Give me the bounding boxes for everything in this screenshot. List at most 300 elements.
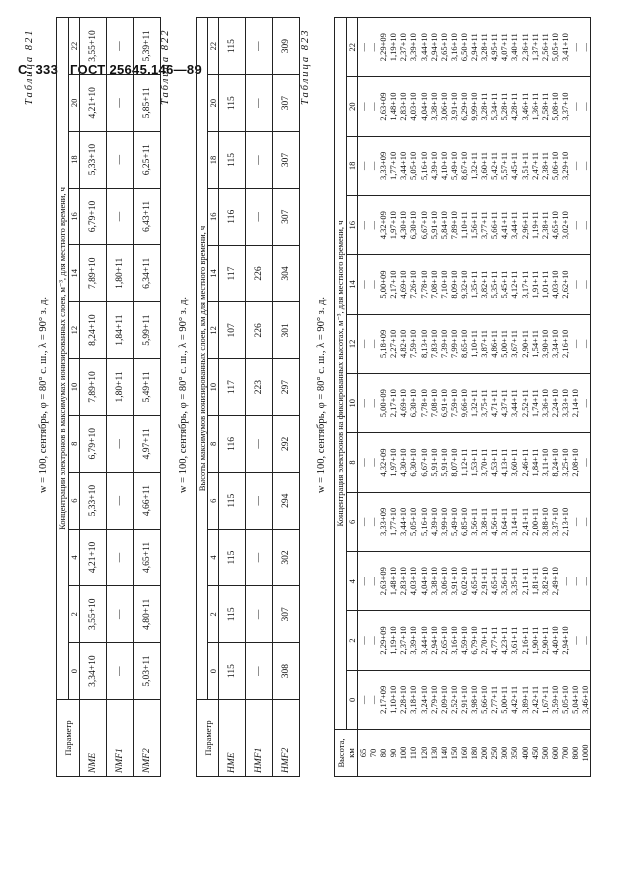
height-value: 65	[358, 748, 368, 758]
table-cell: 3,44+11	[509, 211, 520, 240]
table-cell: 4,65+11	[489, 567, 500, 596]
table-cell: 4,95+11	[489, 33, 500, 62]
table-cell: 3,44+10	[418, 33, 429, 62]
table-cell: —	[107, 415, 134, 472]
table-row	[80, 18, 107, 777]
hours-row	[208, 18, 219, 777]
table-cell: 3,16+10	[448, 33, 459, 62]
table-cell: 1,67+11	[539, 685, 550, 714]
hour-header: 14	[208, 245, 219, 302]
table-cell: 4,30+10	[398, 448, 409, 477]
table-cell: —	[580, 398, 591, 408]
table-cell: 2,38+11	[539, 211, 550, 240]
table-cell: 4,03+10	[549, 270, 560, 299]
table-cell: —	[580, 161, 591, 171]
table-cell: 6,67+10	[418, 448, 429, 477]
table-cell: —	[569, 161, 580, 171]
hour-header: 2	[347, 611, 358, 670]
table-cell: —	[569, 339, 580, 349]
table-cell: 3,82+10	[539, 567, 550, 596]
table-cell: 1,12+11	[458, 448, 469, 477]
table-cell: 1,19+10	[388, 33, 399, 62]
value-column	[358, 136, 591, 195]
table-cell: 309	[273, 18, 300, 75]
table-cell: —	[246, 188, 273, 245]
table-cell: 3,16+10	[448, 626, 459, 655]
table-cell: 2,52+10	[448, 685, 459, 714]
value-column	[358, 611, 591, 670]
height-value: 160	[458, 746, 469, 760]
hour-header: 10	[69, 359, 80, 416]
table-cell: —	[569, 42, 580, 52]
value-column	[358, 374, 591, 433]
table-cell: 1,74+11	[529, 389, 540, 418]
table-cell: 4,39+10	[428, 507, 439, 536]
table-cell: 7,89+10	[80, 359, 107, 416]
table-cell: 3,91+10	[448, 567, 459, 596]
hour-header: 22	[208, 18, 219, 75]
table-cell: 3,24+10	[418, 685, 429, 714]
table-row	[107, 18, 134, 777]
table-cell: 4,37+11	[499, 389, 510, 418]
table-cell: 6,79+10	[80, 188, 107, 245]
table-cell: 4,21+10	[80, 529, 107, 586]
table-cell: 1,48+10	[388, 92, 399, 121]
param-name: HMF1	[246, 700, 273, 777]
param-header: Параметр	[197, 700, 219, 777]
table-cell: 5,42+11	[489, 151, 500, 180]
table-cell: 4,86+11	[489, 329, 500, 358]
table-cell: 5,05+10	[549, 33, 560, 62]
table-cell: 4,28+11	[509, 92, 520, 121]
table-cell: 3,44+10	[398, 507, 409, 536]
param-name: HMF2	[273, 700, 300, 777]
data-block	[358, 18, 591, 777]
table-cell: 1,54+11	[529, 329, 540, 358]
table-cell: 226	[246, 302, 273, 359]
table-cell: 4,13+11	[499, 448, 510, 477]
table-cell: 4,21+10	[80, 74, 107, 131]
table-cell: 8,65+10	[458, 329, 469, 358]
table-cell: 5,16+10	[418, 151, 429, 180]
table-cell: 4,66+11	[134, 472, 161, 529]
height-value: 350	[509, 746, 520, 760]
table-cell: 7,59+10	[408, 329, 419, 358]
table-cell: —	[368, 636, 379, 645]
table-cell: 4,65+10	[549, 211, 560, 240]
table-cell: 3,34+10	[80, 643, 107, 700]
height-value: 150	[448, 746, 459, 760]
table-cell: —	[246, 586, 273, 643]
table-cell: —	[107, 529, 134, 586]
table-cell: 3,33+10	[559, 389, 570, 418]
table-cell: 5,04+10	[569, 685, 580, 714]
hour-header: 6	[69, 472, 80, 529]
table-cell: 116	[219, 188, 246, 245]
table-cell: 1,97+10	[388, 448, 399, 477]
table-cell: —	[358, 161, 368, 171]
table-cell: 304	[273, 245, 300, 302]
table-822-subheader-row	[197, 18, 208, 777]
table-cell: 3,44+11	[509, 389, 520, 418]
table-cell: 4,45+11	[509, 151, 520, 180]
table-cell: 5,34+11	[489, 92, 500, 121]
table-cell: 2,63+09	[378, 567, 389, 596]
table-cell: 3,91+10	[448, 92, 459, 121]
table-cell: 2,62+10	[559, 270, 570, 299]
table-cell: 3,37+10	[559, 92, 570, 121]
table-cell: 3,41+10	[559, 33, 570, 62]
height-value: 140	[438, 746, 449, 760]
table-cell: 6,79+10	[469, 626, 480, 655]
table-cell: 2,27+10	[388, 329, 399, 358]
table-cell: 5,66+10	[479, 685, 490, 714]
value-column	[358, 77, 591, 136]
height-value: 250	[489, 746, 500, 760]
table-cell: 2,00+11	[529, 507, 540, 536]
table-cell: —	[368, 339, 379, 349]
table-cell: 7,59+10	[448, 389, 459, 418]
table-cell: 3,38+10	[428, 567, 439, 596]
table-cell: 4,40+10	[549, 626, 560, 655]
table-cell: 4,30+10	[398, 211, 409, 240]
table-cell: 3,25+10	[559, 448, 570, 477]
table-cell: 5,00+09	[378, 389, 389, 418]
hour-header: 4	[208, 529, 219, 586]
table-822-subheader: Высоты максимумов ионизированных слоев, км для местного времени, ч	[197, 18, 208, 700]
value-column	[358, 433, 591, 492]
table-cell: 5,39+11	[134, 18, 161, 75]
table-cell: —	[580, 458, 591, 467]
hour-header: 16	[208, 188, 219, 245]
table-cell: 3,40+11	[509, 33, 520, 62]
table-cell: 115	[219, 75, 246, 132]
table-cell: —	[358, 636, 368, 645]
table-cell: 1,35+11	[469, 270, 480, 299]
table-cell: 5,05+10	[408, 507, 419, 536]
table-cell: 2,13+10	[559, 507, 570, 536]
value-column	[358, 314, 591, 373]
table-cell: —	[246, 75, 273, 132]
table-cell: 6,85+10	[458, 507, 469, 536]
hour-header: 2	[69, 586, 80, 643]
table-cell: 2,16+10	[559, 329, 570, 358]
table-cell: 115	[219, 472, 246, 529]
table-cell: 5,05+10	[559, 685, 570, 714]
table-cell: —	[580, 636, 591, 645]
table-cell: 2,46+11	[519, 448, 530, 477]
table-cell: 2,77+11	[489, 685, 500, 714]
table-cell: 1,77+10	[388, 507, 399, 536]
table-cell: 4,12+11	[509, 270, 520, 299]
height-value: 80	[378, 748, 389, 758]
table-cell: —	[107, 188, 134, 245]
table-822-caption: w = 100, сентябрь, φ = 80° с. ш., λ = 90° з. д.	[178, 296, 189, 494]
table-cell: —	[368, 517, 379, 527]
table-cell: 115	[219, 529, 246, 586]
value-column	[358, 196, 591, 255]
table-cell: 2,65+10	[438, 33, 449, 62]
table-cell: 2,16+11	[519, 626, 530, 655]
table-cell: 4,71+11	[489, 389, 500, 418]
height-value: 600	[549, 746, 560, 760]
table-cell: 3,39+10	[408, 626, 419, 655]
table-cell: 1,32+11	[469, 151, 480, 180]
height-value: 70	[368, 748, 379, 758]
table-cell: —	[358, 695, 368, 705]
table-cell: 3,06+10	[438, 567, 449, 596]
table-cell: 2,17+10	[388, 270, 399, 299]
table-cell: 2,94+11	[469, 33, 480, 62]
table-cell: 5,49+10	[448, 151, 459, 180]
table-cell: 4,97+11	[134, 415, 161, 472]
hour-header: 4	[69, 529, 80, 586]
table-cell: 3,38+10	[428, 92, 439, 121]
table-cell: 3,33+09	[378, 507, 389, 536]
table-cell: 115	[219, 643, 246, 700]
table-cell: 4,69+10	[398, 389, 409, 418]
table-cell: 7,89+10	[80, 245, 107, 302]
table-cell: 2,37+10	[398, 33, 409, 62]
table-cell: 3,60+11	[509, 448, 520, 477]
page-number: С. 333	[18, 62, 59, 77]
table-cell: 2,42+11	[529, 685, 540, 714]
table-cell: 3,06+10	[438, 92, 449, 121]
table-cell: 2,17+09	[378, 685, 389, 714]
table-cell: 4,80+11	[134, 586, 161, 643]
table-cell: 8,24+10	[80, 302, 107, 359]
table-cell: 3,88+10	[539, 507, 550, 536]
table-cell: 3,64+11	[499, 507, 510, 536]
table-cell: 5,49+11	[134, 359, 161, 416]
table-cell: 5,33+10	[80, 131, 107, 188]
table-cell: 3,56+11	[499, 567, 510, 596]
table-cell: 7,08+10	[428, 270, 439, 299]
table-cell: 2,83+10	[398, 92, 409, 121]
table-cell: —	[246, 18, 273, 75]
table-cell: 115	[219, 132, 246, 189]
param-header: Параметр	[57, 700, 80, 777]
table-cell: 9,32+10	[458, 270, 469, 299]
table-cell: 4,04+10	[418, 567, 429, 596]
table-cell: —	[368, 458, 379, 467]
table-cell: 307	[273, 75, 300, 132]
table-cell: 1,90+11	[529, 626, 540, 655]
table-cell: —	[580, 576, 591, 586]
table-cell: 3,77+11	[479, 211, 490, 240]
table-cell: 7,39+10	[438, 329, 449, 358]
param-name: NMF1	[107, 700, 134, 777]
table-cell: 5,91+10	[438, 448, 449, 477]
table-cell: —	[368, 42, 379, 52]
table-cell: 115	[219, 18, 246, 75]
table-cell: 6,43+11	[134, 188, 161, 245]
table-cell: —	[368, 161, 379, 171]
table-cell: 1,19+11	[529, 211, 540, 240]
table-cell: 4,04+10	[418, 92, 429, 121]
table-cell: 1,37+11	[529, 33, 540, 62]
table-cell: 2,83+10	[398, 567, 409, 596]
table-cell: —	[246, 529, 273, 586]
table-cell: 2,36+11	[519, 33, 530, 62]
table-cell: 6,91+10	[438, 389, 449, 418]
table-cell: —	[246, 472, 273, 529]
table-cell: 116	[219, 416, 246, 473]
table-cell: 3,46+11	[519, 92, 530, 121]
table-cell: 3,36+10	[539, 389, 550, 418]
table-cell: 5,00+11	[499, 329, 510, 358]
hour-header: 18	[347, 136, 358, 195]
table-cell: —	[569, 220, 580, 230]
table-cell: 5,91+10	[428, 448, 439, 477]
table-cell: 117	[219, 245, 246, 302]
table-cell: 292	[273, 416, 300, 473]
table-823-label: Таблица 823	[300, 28, 311, 105]
table-cell: 1,97+10	[388, 211, 399, 240]
table-cell: 5,33+10	[80, 472, 107, 529]
table-cell: 2,58+11	[539, 92, 550, 121]
table-cell: 2,79+10	[428, 685, 439, 714]
table-cell: 5,06+10	[549, 151, 560, 180]
table-cell: 1,84+11	[107, 302, 134, 359]
table-cell: 6,79+10	[80, 415, 107, 472]
height-value: 300	[499, 746, 510, 760]
table-cell: 3,90+10	[539, 329, 550, 358]
table-cell: 4,53+11	[489, 448, 500, 477]
table-cell: 2,63+09	[378, 92, 389, 121]
table-row	[273, 18, 300, 777]
table-cell: 2,52+11	[519, 389, 530, 418]
table-823-subheader: Концентрация электронов на фиксированных высотах, м⁻³, для местного времени, ч	[335, 18, 347, 730]
table-cell: 4,10+10	[438, 151, 449, 180]
table-cell: 115	[219, 586, 246, 643]
table-cell: —	[107, 18, 134, 75]
table-cell: 1,56+11	[469, 211, 480, 240]
table-cell: 3,70+11	[479, 448, 490, 477]
table-cell: 7,78+10	[418, 270, 429, 299]
table-cell: 297	[273, 359, 300, 416]
table-cell: 2,17+10	[388, 389, 399, 418]
table-cell: 3,18+10	[408, 685, 419, 714]
table-cell: —	[368, 695, 379, 705]
table-cell: 4,65+11	[469, 567, 480, 596]
table-cell: 2,94+10	[428, 33, 439, 62]
table-cell: 7,99+10	[448, 329, 459, 358]
table-cell: 7,10+10	[438, 270, 449, 299]
hour-header: 22	[69, 18, 80, 75]
table-cell: 3,60+11	[479, 151, 490, 180]
table-cell: 3,61+11	[509, 626, 520, 655]
table-cell: 7,78+10	[418, 389, 429, 418]
table-cell: 3,55+10	[80, 586, 107, 643]
table-cell: —	[569, 517, 580, 527]
table-cell: 117	[219, 359, 246, 416]
height-value: 130	[428, 746, 439, 760]
table-cell: 2,14+10	[569, 389, 580, 418]
table-cell: 5,45+11	[499, 270, 510, 299]
height-value: 500	[539, 746, 550, 760]
hour-header: 6	[347, 492, 358, 551]
table-cell: 226	[246, 245, 273, 302]
table-row	[219, 18, 246, 777]
table-cell: 3,44+10	[398, 151, 409, 180]
table-cell: 8,67+10	[458, 151, 469, 180]
hour-header: 20	[347, 77, 358, 136]
table-cell: —	[358, 42, 368, 52]
table-823-subheader-row	[335, 18, 347, 777]
table-cell: 4,69+10	[398, 270, 409, 299]
table-cell: —	[368, 576, 379, 586]
hour-header: 0	[208, 643, 219, 700]
table-cell: 4,32+09	[378, 448, 389, 477]
value-column	[358, 255, 591, 314]
table-cell: 2,09+10	[438, 685, 449, 714]
hour-header: 22	[347, 18, 358, 77]
table-cell: 3,02+10	[559, 211, 570, 240]
table-cell: 8,09+10	[448, 270, 459, 299]
hour-header: 14	[347, 255, 358, 314]
table-cell: 3,56+11	[469, 507, 480, 536]
table-cell: 7,08+10	[428, 389, 439, 418]
table-cell: 1,10+11	[458, 211, 469, 240]
table-cell: 2,90+11	[519, 329, 530, 358]
table-cell: 4,59+10	[458, 626, 469, 655]
table-823-caption: w = 100, сентябрь, φ = 80° с. ш., λ = 90° з. д.	[316, 296, 327, 494]
hours-row	[347, 18, 358, 777]
table-cell: 1,48+10	[388, 567, 399, 596]
table-cell: 2,94+10	[428, 626, 439, 655]
table-cell: 1,36+11	[529, 92, 540, 121]
hour-header: 20	[208, 75, 219, 132]
table-cell: 4,39+10	[428, 151, 439, 180]
table-cell: 5,03+11	[134, 643, 161, 700]
table-cell: 1,10+10	[388, 685, 399, 714]
table-cell: —	[368, 398, 379, 408]
table-cell: 2,56+11	[539, 33, 550, 62]
table-822	[196, 17, 300, 777]
table-cell: —	[246, 416, 273, 473]
table-cell: 4,56+11	[489, 507, 500, 536]
table-cell: 2,11+11	[519, 567, 530, 595]
table-cell: 3,34+10	[549, 329, 560, 358]
table-cell: —	[569, 102, 580, 111]
table-cell: —	[107, 586, 134, 643]
table-cell: 3,46+10	[580, 685, 591, 714]
table-cell: 8,07+10	[448, 448, 459, 477]
table-cell: 2,96+11	[519, 211, 530, 240]
table-cell: —	[580, 339, 591, 349]
hour-header: 16	[347, 196, 358, 255]
hour-header: 18	[69, 131, 80, 188]
table-cell: 6,30+10	[408, 448, 419, 477]
table-cell: 6,02+10	[458, 567, 469, 596]
table-823	[334, 17, 591, 777]
table-cell: —	[246, 643, 273, 700]
table-cell: 7,83+10	[428, 329, 439, 358]
table-cell: 2,65+10	[438, 626, 449, 655]
table-cell: 5,66+11	[489, 211, 500, 240]
table-cell: —	[107, 643, 134, 700]
table-row	[134, 18, 161, 777]
table-cell: 294	[273, 472, 300, 529]
table-cell: 4,77+11	[489, 626, 500, 655]
table-cell: 6,34+11	[134, 245, 161, 302]
table-cell: 3,38+11	[479, 507, 490, 536]
table-cell: 1,80+11	[107, 359, 134, 416]
table-cell: 5,99+11	[134, 302, 161, 359]
table-cell: 1,10+11	[469, 329, 480, 358]
table-cell: 3,98+10	[469, 685, 480, 714]
